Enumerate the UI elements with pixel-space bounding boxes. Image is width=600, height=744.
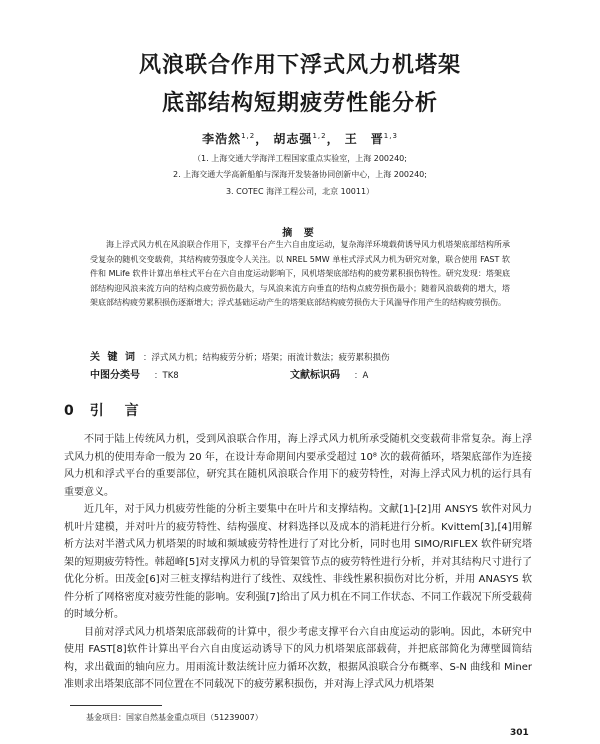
classification-row	[90, 366, 530, 381]
page-number: 301	[510, 728, 529, 738]
clc-value: ：TK8	[154, 371, 179, 381]
affiliation-line: （1. 上海交通大学海洋工程国家重点实验室，上海 200240;	[193, 154, 407, 163]
author-affiliation-mark: 1,2	[241, 132, 256, 140]
section-number: 0	[64, 403, 74, 419]
doc-code	[290, 366, 368, 381]
section-heading	[64, 400, 147, 420]
affiliation-line: 2. 上海交通大学高新船舶与深海开发装备协同创新中心，上海 200240;	[173, 170, 427, 179]
funding-footnote: 基金项目：国家自然基金重点项目（51239007）	[86, 713, 263, 722]
paper-title-line1: 风浪联合作用下浮式风力机塔架	[138, 53, 461, 78]
body-paragraph: 近几年，对于风力机疲劳性能的分析主要集中在叶片和支撑结构。文献[1]-[2]用 ANSYS 软件对风力机叶片建模，并对叶片的疲劳特性、结构强度、材料选择以及成本的消耗进行分析。Kvittem[3],[4]用解析方法对半潜式风力机塔架的时域和频域疲劳特性进行了对比分析，同时也用 SIMO/RIFLEX 软件研究塔架的短期疲劳特性。韩超峰[5]对支撑风力机的导管架管节点的疲劳特性进行分析，并对其结构尺寸进行了优化分析。田茂金[6]对三桩支撑结构进行了线性、双线性、非线性累积损伤对比分析，并用 ANASYS 软件分析了网格密度对疲劳性能的影响。安利强[7]给出了风力机在不同工作状态、不同工作载况下所受载荷的时域分析。	[64, 504, 532, 620]
doc-code-label: 文献标识码	[290, 370, 340, 381]
footnote-divider	[70, 705, 162, 706]
author-name: 胡志强	[273, 132, 313, 146]
body-paragraph: 不同于陆上传统风力机，受到风浪联合作用，海上浮式风力机所承受随机交变载荷非常复杂。海上浮式风力机的使用寿命一般为 20 年，在设计寿命期间内要承受超过 10⁸ 次的载荷循环，塔架底部作为连接风力机和浮式平台的重要部位，研究其在随机风浪联合作用下的疲劳特性，对海上浮式风力机的运行具有重要意义。	[64, 434, 532, 498]
abstract-heading: 摘 要	[282, 228, 318, 239]
doc-code-value: ：A	[354, 371, 369, 381]
section-title: 引 言	[89, 403, 147, 419]
author-list	[0, 130, 600, 147]
clc-label: 中图分类号	[90, 370, 140, 381]
author-separator: ，	[255, 132, 269, 146]
paper-title-line2: 底部结构短期疲劳性能分析	[161, 91, 438, 116]
author-name: 李浩然	[202, 132, 242, 146]
author-affiliation-mark: 1,2	[312, 132, 327, 140]
affiliation-line: 3. COTEC 海洋工程公司，北京 10011）	[225, 187, 375, 196]
body-paragraph: 目前对浮式风力机塔架底部载荷的计算中，很少考虑支撑平台六自由度运动的影响。因此，本研究中使用 FAST[8]软件计算出平台六自由度运动诱导下的风力机塔架底部载荷，并把底部简化为薄壁圆筒结构，求出截面的轴向应力。用雨流计数法统计应力循环次数，根据风浪联合分布概率、S-N 曲线和 Miner 准则求出塔架底部不同位置在不同载况下的疲劳累积损伤，并对海上浮式风力机塔架	[64, 626, 532, 690]
body-text	[64, 431, 532, 694]
keywords-text: ：浮式风力机；结构疲劳分析；塔架；雨流计数法；疲劳累积损伤	[142, 353, 390, 363]
author-affiliation-mark: 1,3	[383, 132, 398, 140]
author-separator: ，	[326, 132, 340, 146]
abstract-text: 海上浮式风力机在风浪联合作用下，支撑平台产生六自由度运动，复杂海洋环境载荷诱导风力机塔架底部结构所承受复杂的随机交变载荷，其结构疲劳强度令人关注。以 NREL 5MW 单柱式浮式风力机为研究对象，联合使用 FAST 软件和 MLife 软件计算出单柱式平台在六自由度运动影响下，风机塔架底部结构的疲劳累积损伤特性。研究发现：塔架底部结构迎风浪来流方向的结构点疲劳损伤最大，与风浪来流方向垂直的结构点疲劳损伤最小；随着风浪载荷的增大，塔架底部结构疲劳累积损伤逐渐增大；浮式基础运动产生的塔架底部结构疲劳损伤大于风湍导作用产生的结构疲劳损伤。	[90, 240, 510, 307]
keywords	[90, 348, 520, 363]
keywords-label: 关 键 词	[90, 352, 137, 363]
author-name: 王 晋	[344, 132, 384, 146]
